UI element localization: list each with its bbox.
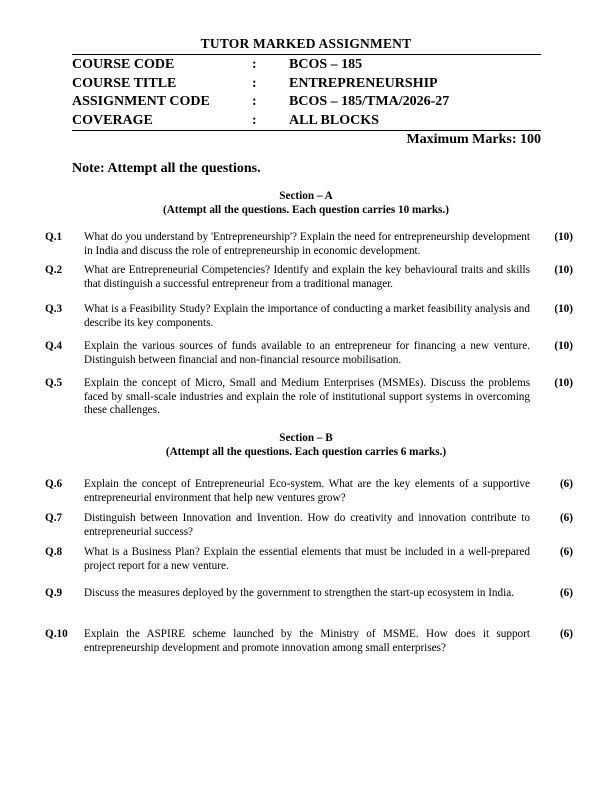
question-text: Explain the various sources of funds available to an entrepreneur for financing a new venture. Distinguish between financial and non-financial resource mobilisation. [84,340,530,366]
question-marks: (10) [554,377,573,389]
question-number: Q.10 [45,628,68,640]
question-text: Discuss the measures deployed by the government to strengthen the start-up ecosystem in India. [84,587,514,599]
assignment-code-label: ASSIGNMENT CODE [72,94,210,109]
question-text: What are Entrepreneurial Competencies? Identify and explain the key behavioural traits and skills that distinguish a successful entrepreneur from a traditional manager. [84,264,530,290]
question-number: Q.3 [45,303,63,315]
question-text: Distinguish between Innovation and Invention. How do creativity and innovation contribute to entrepreneurial success? [84,512,530,538]
question-marks: (10) [554,231,573,243]
coverage-value: ALL BLOCKS [289,112,379,128]
header-top-rule [72,54,541,55]
course-title-colon: : [252,75,257,91]
section-a-heading [0,189,612,217]
coverage-row [72,112,541,131]
maximum-marks: Maximum Marks: 100 [406,132,541,147]
note-text: Note: Attempt all the questions. [72,161,261,176]
question-number: Q.9 [45,587,63,599]
section-b-instruction: (Attempt all the questions. Each question carries 6 marks.) [165,446,447,458]
course-code-row [72,56,541,75]
assignment-code-row [72,93,541,112]
question-text: Explain the concept of Entrepreneurial Eco-system. What are the key elements of a supportive entrepreneurial environment that help new ventures grow? [84,478,530,504]
question-marks: (6) [559,587,573,599]
coverage-label: COVERAGE [72,112,153,128]
assignment-code-colon: : [252,94,257,109]
course-details [72,56,541,130]
question-number: Q.4 [45,340,63,352]
course-title-value: ENTREPRENEURSHIP [289,75,438,91]
assignment-code-value: BCOS – 185/TMA/2026-27 [289,94,450,109]
question-marks: (10) [554,303,573,315]
section-a-instruction: (Attempt all the questions. Each question carries 10 marks.) [163,204,449,216]
question-number: Q.8 [45,546,63,558]
question-marks: (10) [554,340,573,352]
document-title: TUTOR MARKED ASSIGNMENT [200,36,412,51]
question-marks: (6) [559,512,573,524]
course-title-label: COURSE TITLE [72,75,177,91]
course-code-colon: : [252,57,257,72]
section-a-title: Section – A [279,190,333,202]
question-text: What is a Feasibility Study? Explain the importance of conducting a market feasibility analysis and describe its key components. [84,303,530,329]
question-number: Q.6 [45,478,63,490]
question-text: Explain the concept of Micro, Small and Medium Enterprises (MSMEs). Discuss the problems faced by small-scale industries and explain the role of institutional support systems in overcoming these challenges. [84,377,530,416]
coverage-colon: : [252,112,257,128]
section-b-title: Section – B [279,432,333,444]
question-number: Q.2 [45,264,63,276]
question-number: Q.1 [45,231,63,243]
question-marks: (10) [554,264,573,276]
header-bottom-rule [72,130,541,131]
course-code-label: COURSE CODE [72,57,175,72]
course-code-value: BCOS – 185 [289,57,363,72]
course-title-row [72,75,541,94]
question-text: Explain the ASPIRE scheme launched by the Ministry of MSME. How does it support entrepreneurship development and promote innovation among small enterprises? [84,628,530,654]
question-number: Q.5 [45,377,63,389]
question-text: What do you understand by 'Entrepreneurship'? Explain the need for entrepreneurship development in India and discuss the role of entrepreneurship in economic development. [84,231,530,257]
question-marks: (6) [559,628,573,640]
question-marks: (6) [559,478,573,490]
question-number: Q.7 [45,512,63,524]
section-b-heading [0,431,612,459]
question-text: What is a Business Plan? Explain the essential elements that must be included in a well-prepared project report for a new venture. [84,546,530,572]
question-marks: (6) [559,546,573,558]
